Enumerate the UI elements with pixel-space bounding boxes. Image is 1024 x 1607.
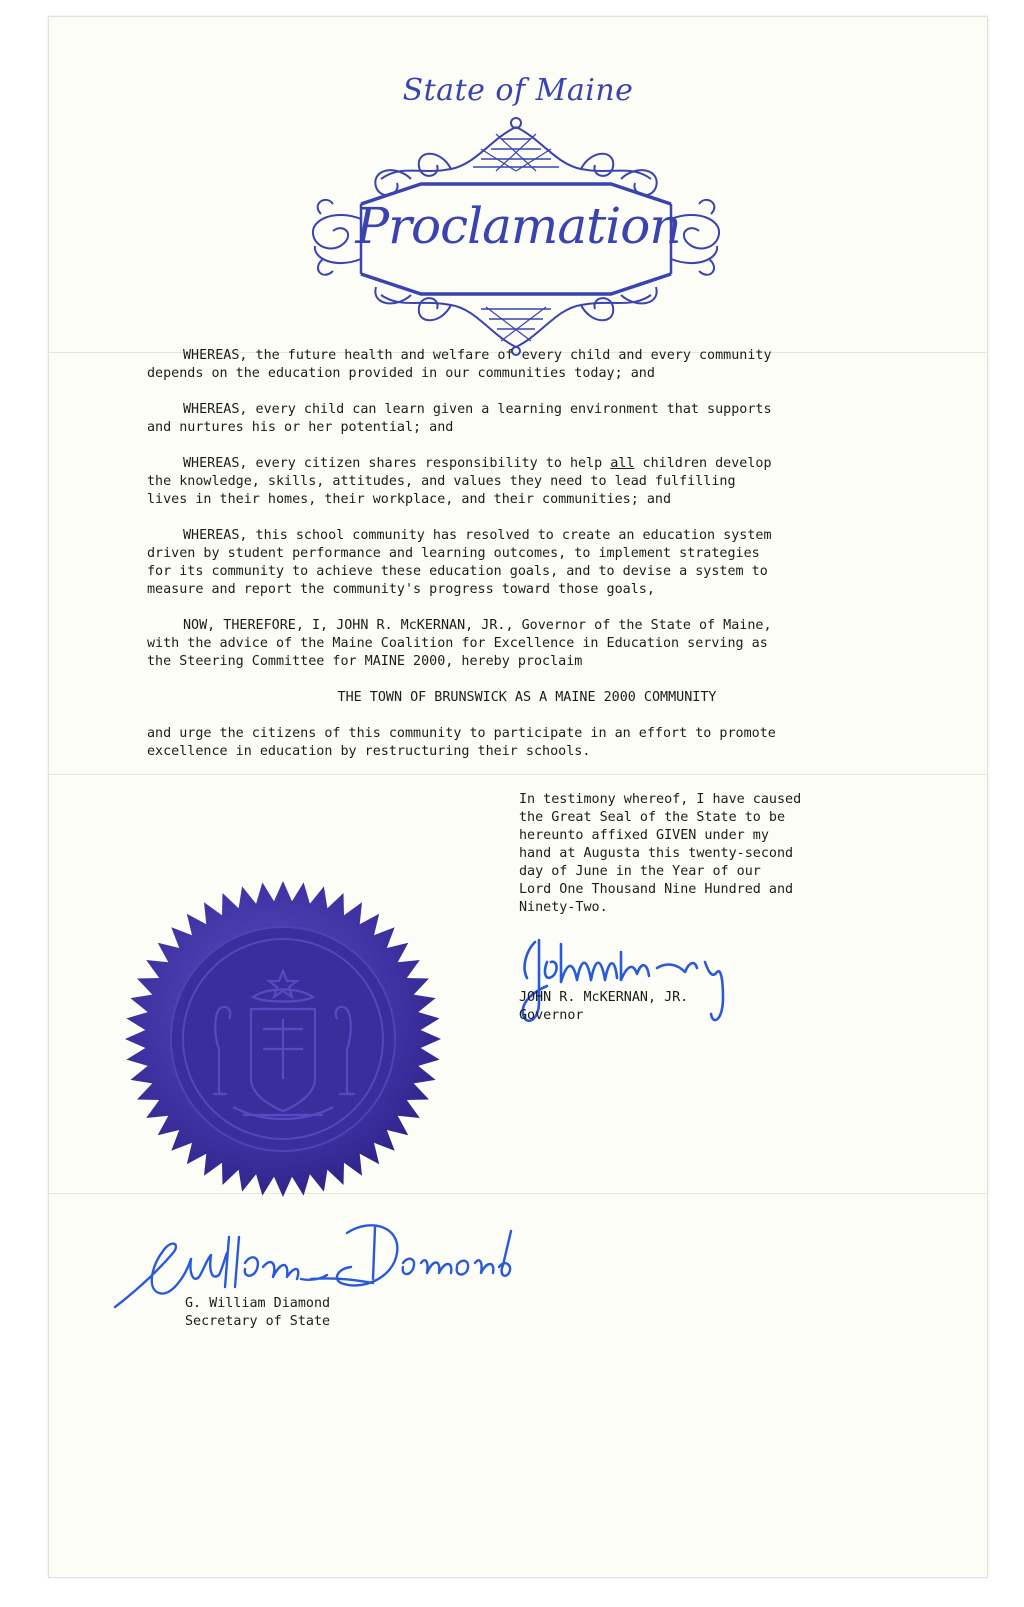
- proclamation-document: [48, 16, 988, 1578]
- proclamation-title: Proclamation: [355, 197, 681, 255]
- governor-signature-block: [519, 989, 688, 1025]
- whereas-text: WHEREAS, every citizen shares responsibility to help: [183, 456, 611, 471]
- secretary-signature-block: [185, 1295, 330, 1331]
- proclaimed-statement: THE TOWN OF BRUNSWICK AS A MAINE 2000 COMMUNITY: [337, 690, 717, 705]
- proclamation-body: [147, 347, 907, 779]
- state-title: State of Maine: [402, 73, 634, 108]
- whereas-text: children develop the knowledge, skills, attitudes, and values they need to lead fulfilling lives in their homes, their workplace, and their communities; and: [147, 456, 772, 507]
- underlined-word: all: [610, 456, 635, 471]
- whereas-paragraph: WHEREAS, the future health and welfare of every child and every community depends on the education provided in our communities today; and: [147, 348, 772, 381]
- closing-paragraph: and urge the citizens of this community to participate in an effort to promote excellence in education by restructuring their schools.: [147, 726, 776, 759]
- governor-name: JOHN R. McKERNAN, JR.: [519, 990, 689, 1005]
- testimony-clause: In testimony whereof, I have caused the Great Seal of the State to be hereunto affixed GIVEN under my hand at Augusta this twenty-second day of June in the Year of our Lord One Thousand Nine Hundred and Ninety-Two.: [519, 792, 802, 915]
- governor-title: Governor: [519, 1008, 584, 1023]
- whereas-paragraph: [147, 455, 907, 509]
- whereas-paragraph: WHEREAS, this school community has resolved to create an education system driven by student performance and learning outcomes, to implement strategies for its community to achieve these education goals, and to devise a system to measure and report the community's progress toward those goals,: [147, 528, 772, 597]
- now-therefore-paragraph: NOW, THEREFORE, I, JOHN R. McKERNAN, JR., Governor of the State of Maine, with the advice of the Maine Coalition for Excellence in Education serving as the Steering Committee for MAINE 2000, hereby proclaim: [147, 618, 772, 669]
- whereas-paragraph: WHEREAS, every child can learn given a learning environment that supports and nurtures his or her potential; and: [147, 402, 772, 435]
- great-seal-of-maine: [123, 879, 443, 1199]
- secretary-title: Secretary of State: [185, 1314, 331, 1329]
- secretary-name: G. William Diamond: [185, 1296, 331, 1311]
